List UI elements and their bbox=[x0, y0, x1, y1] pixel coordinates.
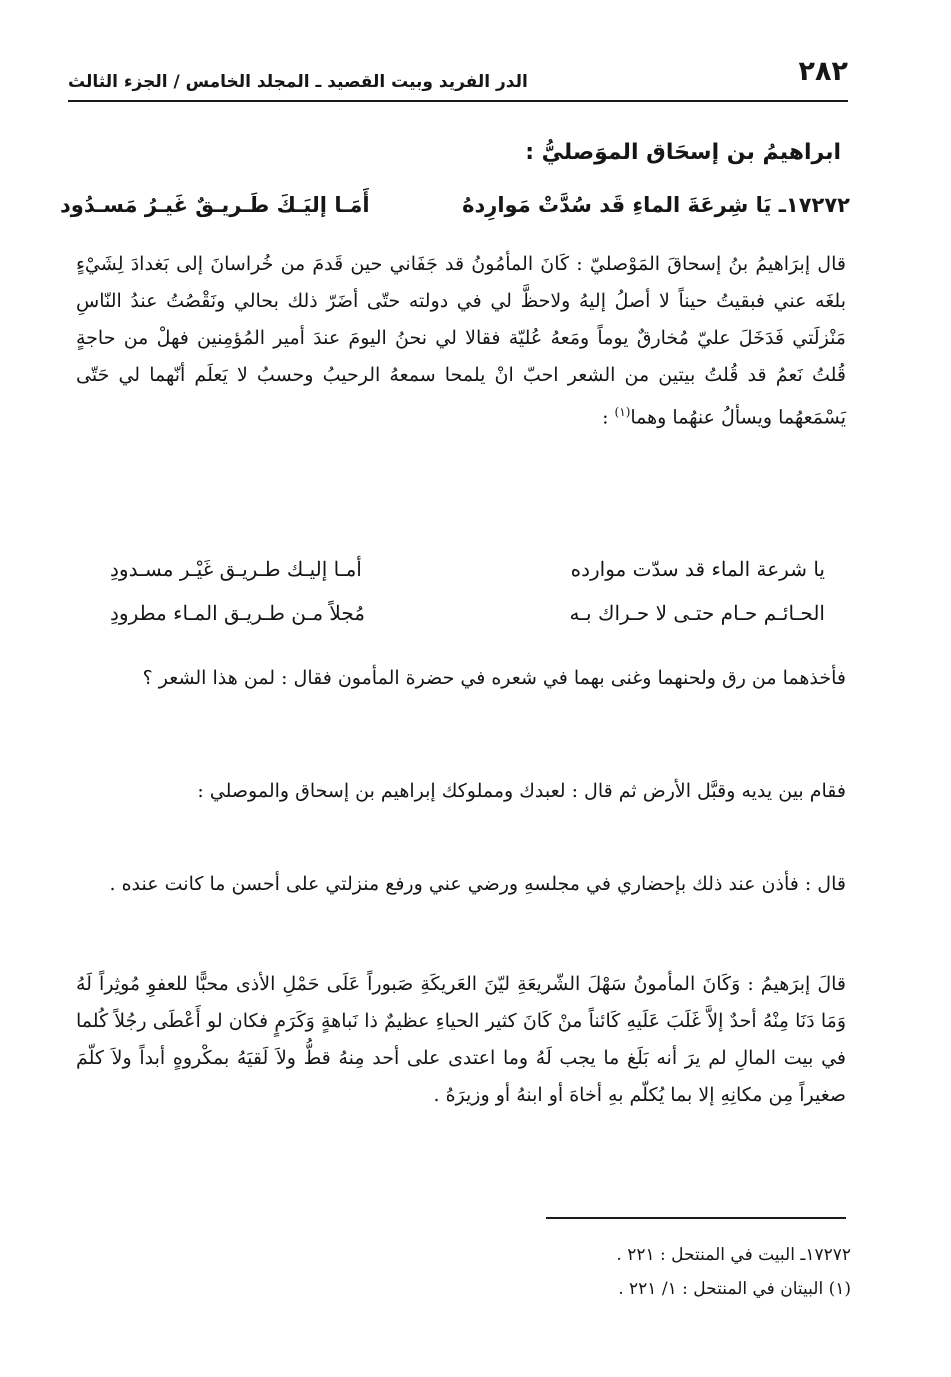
page-header bbox=[68, 56, 848, 102]
footnote-2: (١) البيتان في المنتحل : ١/ ٢٢١ . bbox=[618, 1279, 851, 1299]
footnote-divider bbox=[546, 1217, 846, 1219]
footnote-marker: (١) bbox=[614, 405, 631, 419]
verse-main bbox=[60, 193, 850, 227]
running-title: الدر الفريد وبيت القصيد ـ المجلد الخامس / الجزء الثالث bbox=[68, 72, 528, 92]
paragraph-4: قال : فأذن عند ذلك بإحضاري في مجلسهِ ورضي عني ورفع منزلتي على أحسن ما كانت عنده . bbox=[109, 873, 846, 895]
poet-heading: ابراهيمُ بن إسحَاق الموَصليُّ : bbox=[525, 140, 841, 165]
verse-main-hemistich-2: أَمَـا إليَـكَ طَـريـقٌ غَيـرُ مَسـدُود bbox=[60, 193, 370, 217]
paragraph-2: فأخذهما من رق ولحنهما وغنى بهما في شعره في حضرة المأمون فقال : لمن هذا الشعر ؟ bbox=[142, 667, 846, 689]
verse-line-2 bbox=[110, 601, 825, 635]
narrative-paragraph: قال إبرَاهيمُ بنُ إسحاقَ المَوْصليّ : كَانَ المأمُونُ قد جَفَاني حين قَدمَ من خُراسانَ إلى بَغدادَ لِشَيْءٍ بلغَه عني فبقيتُ حيناً لا أصلُ إليهُ ولاحظَّ لي في دولته حتّى أضَرّ ذلك بحالي ونَقْصُتُ عندُ النّاسِ مَنْزلَتي فَدَخَلَ عليّ مُخارقٌ يوماً ومَعهُ عُليّة فقالا لي نحنُ اليومَ عندَ أمير المُؤمِنين فهلْ من حاجةٍ قُلتُ نَعمُ قد قُلتُ بيتين من الشعر احبّ انْ يلمحا سمعهُ الرحيبُ وحسبُ لا يَعلَم أنّهما لي حَتّى يَسْمَعهُما ويسألُ عنهُما وهما$^{(١)}$ : bbox=[76, 253, 846, 429]
verse-line-1 bbox=[110, 557, 825, 591]
page-number: ٢٨٢ bbox=[798, 56, 848, 87]
paragraph-5: قالَ إبرَهيمُ : وَكَانَ المأمونُ سَهْلَ الشّريعَةِ ليّنَ العَريكَةِ صَبوراً عَلَى حَمْلِ الأذى محبًّا للعفوِ مُوثِراً لَهُ وَمَا دَنَا مِنْهُ أحدٌ إلاَّ غَلَبَ عَلَيهِ كَائناً منْ كَانَ كثير الحياءِ عظيمٌ ذا نَباهةٍ وَكَرَمٍ فكان لو أَعْطَى رجُلاً كُلما في بيت المالِ لم يرَ أنه بَلَغ ما يجب لَهُ وما اعتدى على أحد مِنهُ قطُّ ولاَ لَقيَهُ بمكْروهٍ أبداً ولاَ كلّمَ صغيراً مِن مكانِهِ إلا بما يُكلّم بهِ أخاهَ أو ابنهُ أو وزيرَهُ . bbox=[76, 973, 846, 1106]
verse-1-hemistich-2: أمـا إليـك طـريـق غَيْـر مسـدودِ bbox=[110, 557, 362, 581]
verse-number: ١٧٢٧٢ـ bbox=[778, 193, 850, 217]
verse-2-hemistich-2: مُجلاً مـن طـريـق المـاء مطرودِ bbox=[110, 601, 365, 625]
footnote-1: ١٧٢٧٢ـ البيت في المنتحل : ٢٢١ . bbox=[616, 1245, 851, 1265]
paragraph-3: فقام بين يديه وقبَّل الأرض ثم قال : لعبدك ومملوكك إبراهيم بن إسحاق والموصلي : bbox=[197, 780, 846, 802]
verse-2-hemistich-1: الحـائـم حـام حتـى لا حـراك بـه bbox=[569, 601, 825, 625]
verse-main-hemistich-1: ١٧٢٧٢ـ يَا شِرعَةَ الماءِ قَد سُدَّتْ مَوارِدهُ bbox=[462, 193, 850, 217]
footnotes bbox=[251, 1238, 851, 1306]
verse-1-hemistich-1: يا شرعة الماء قد سدّت موارده bbox=[570, 557, 825, 581]
paragraph-text: قال إبرَاهيمُ بنُ إسحاقَ المَوْصليّ : كَانَ المأمُونُ قد جَفَاني حين قَدمَ من خُراسانَ إلى بَغدادَ لِشَيْءٍ بلغَه عني فبقيتُ حيناً لا أصلُ إليهُ ولاحظَّ لي في دولته حتّى أضَرّ ذلك بحالي ونَقْصُتُ عندُ النّاسِ مَنْزلَتي فَدَخَلَ عليّ مُخارقٌ يوماً ومَعهُ عُليّة فقالا لي نحنُ اليومَ عندَ أمير المُؤمِنين فهلْ من حاجةٍ قُلتُ نَعمُ قد قُلتُ بيتين من الشعر احبّ انْ يلمحا سمعهُ الرحيبُ وحسبُ لا يَعلَم أنّهما لي حَتّى يَسْمَعهُما ويسألُ عنهُما وهما bbox=[76, 253, 846, 429]
